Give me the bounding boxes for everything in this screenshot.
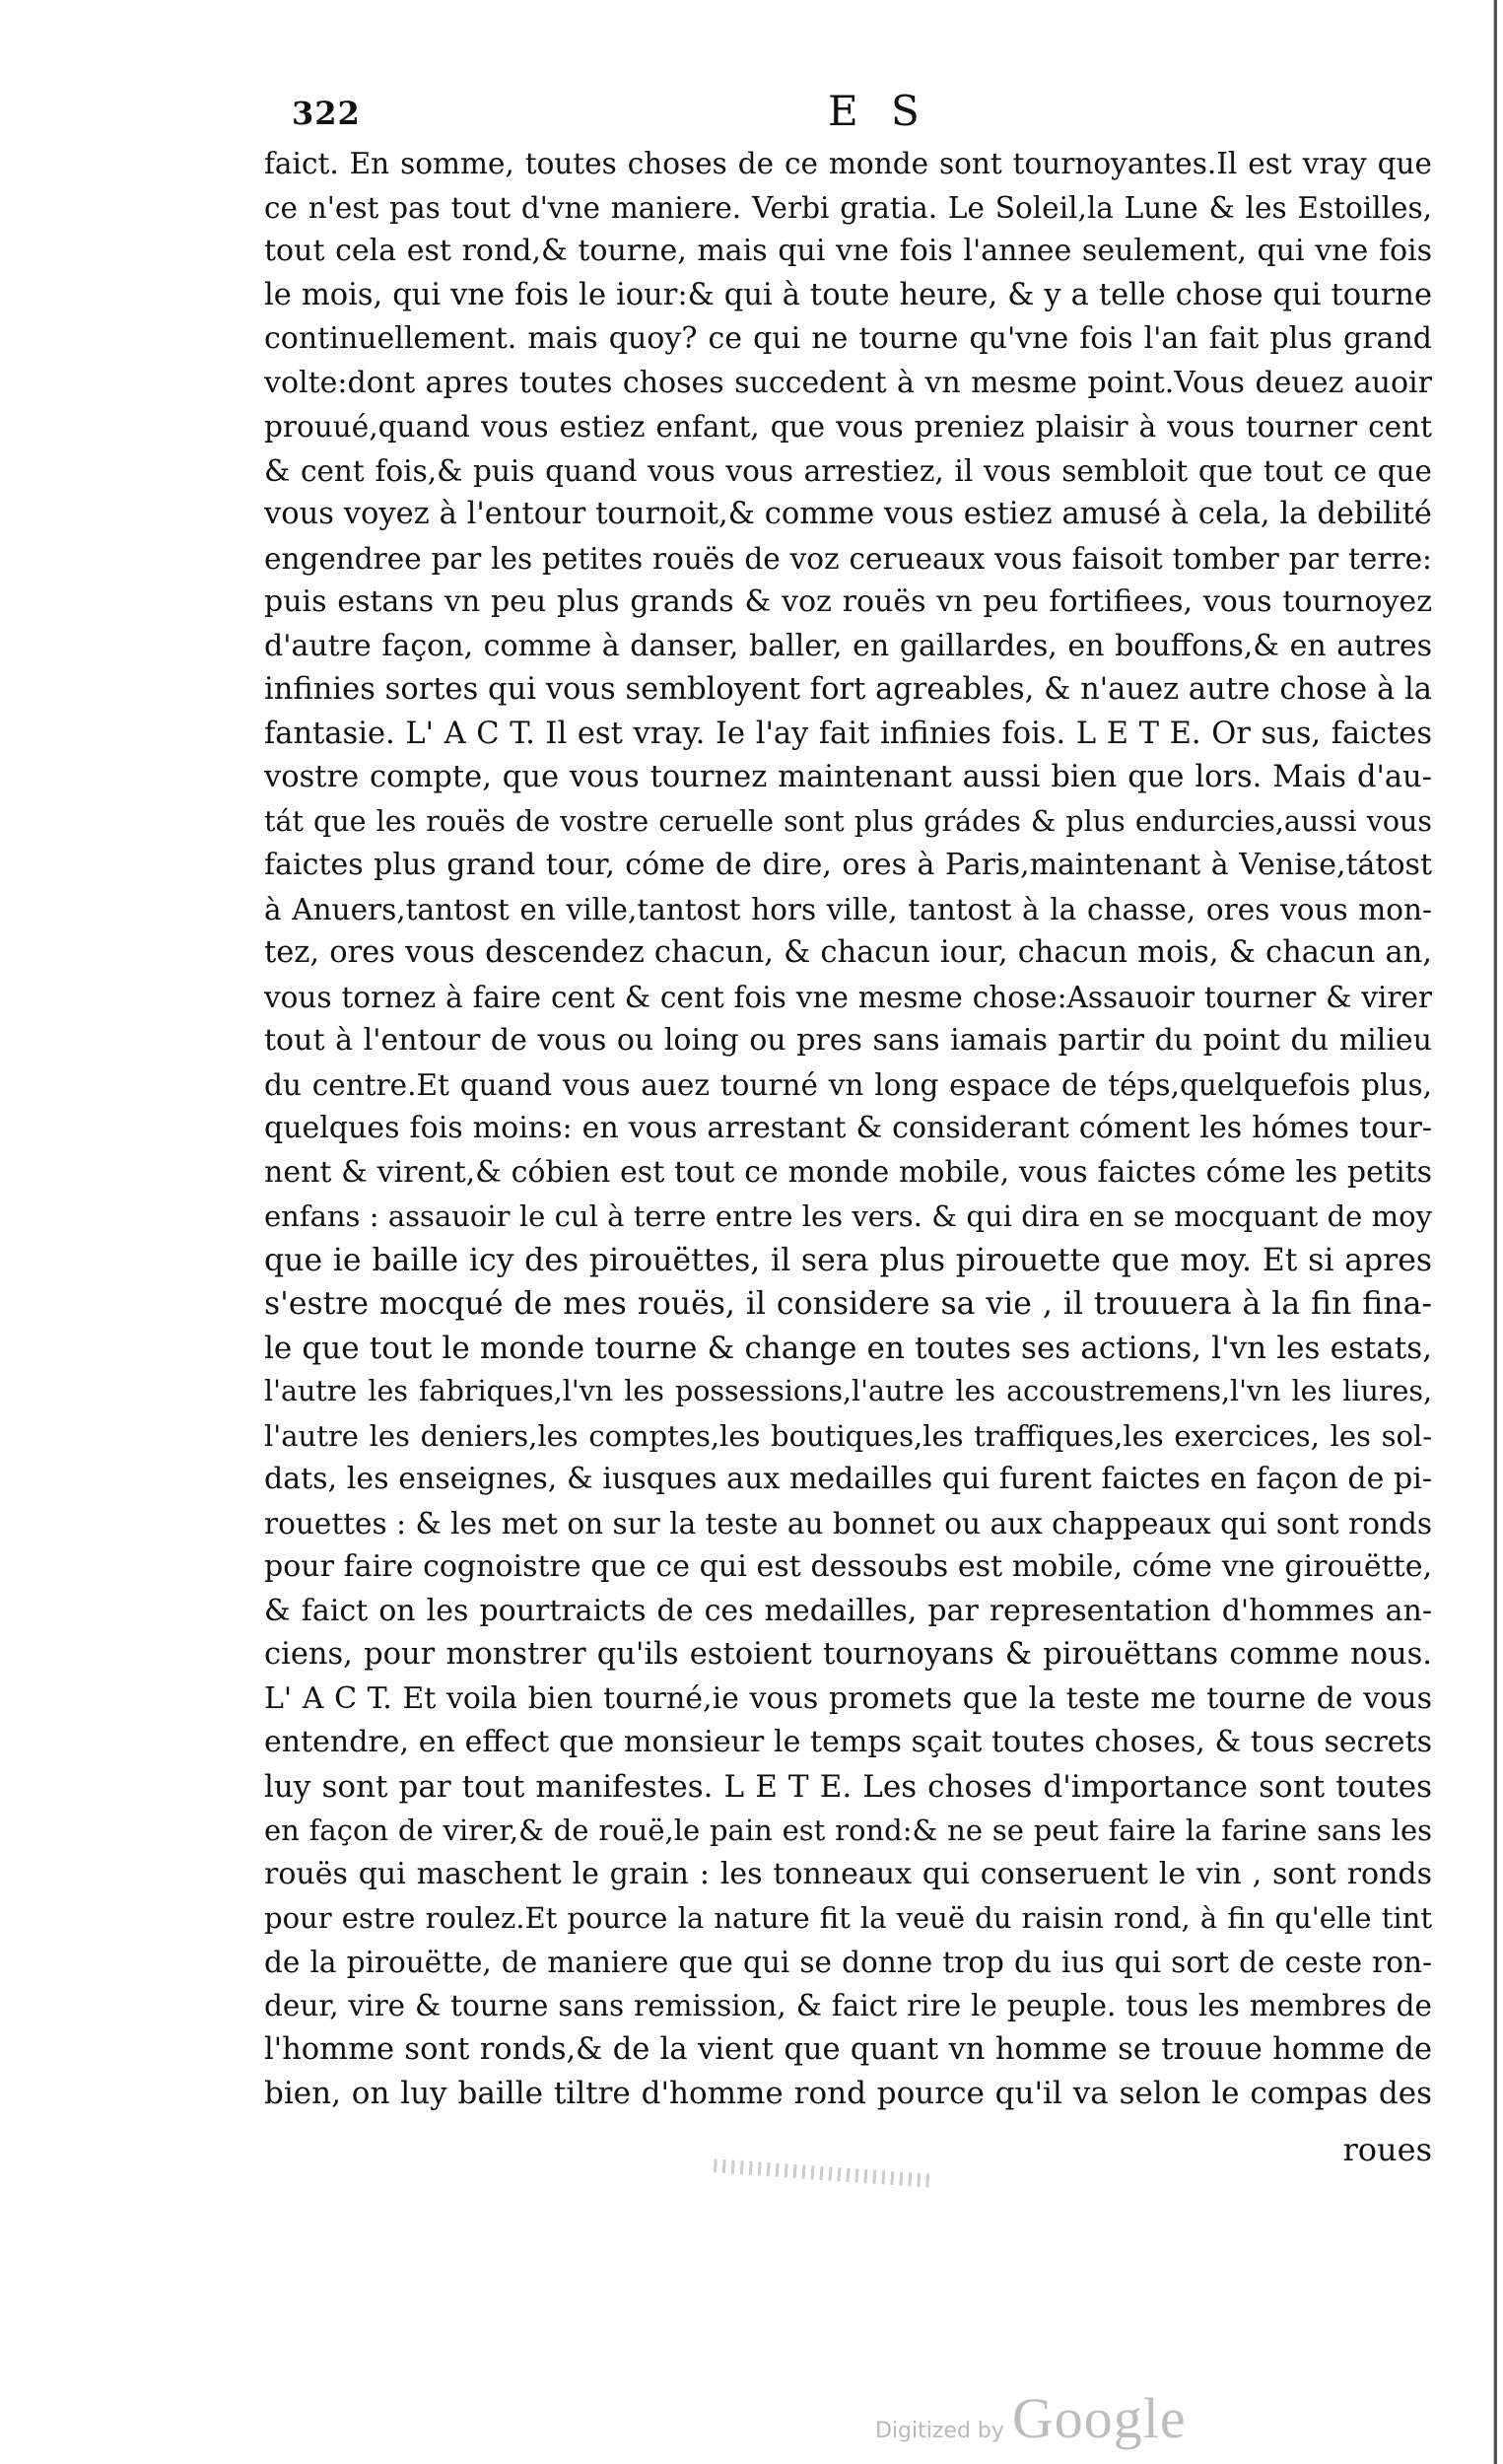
text-line: l'homme sont ronds,& de la vient que quant vn homme se trouue homme de bbox=[264, 2031, 1432, 2067]
text-line: & cent fois,& puis quand vous vous arrestiez, il vous sembloit que tout ce que bbox=[264, 453, 1432, 488]
text-line: ce n'est pas tout d'vne maniere. Verbi gratia. Le Soleil,la Lune & les Estoilles, bbox=[264, 190, 1432, 225]
text-line: L' A C T. Et voila bien tourné,ie vous promets que la teste me tourne de vous bbox=[264, 1680, 1432, 1716]
watermark-prefix: Digitized by bbox=[875, 2419, 1004, 2443]
text-line: que ie baille icy des pirouëttes, il sera plus pirouette que moy. Et si apres bbox=[264, 1242, 1432, 1278]
page-number: 322 bbox=[292, 95, 361, 132]
text-line: l'autre les deniers,les comptes,les boutiques,les traffiques,les exercices, les sol- bbox=[264, 1418, 1432, 1453]
binding-edge-shadow bbox=[1493, 0, 1497, 2464]
text-line: l'autre les fabriques,l'vn les possessions,l'autre les accoustremens,l'vn les liures, bbox=[264, 1375, 1432, 1407]
text-line: bien, on luy baille tiltre d'homme rond pource qu'il va selon le compas des bbox=[264, 2076, 1432, 2111]
text-line: continuellement. mais quoy? ce qui ne tourne qu'vne fois l'an fait plus grand bbox=[264, 321, 1432, 356]
text-line: rouettes : & les met on sur la teste au bonnet ou aux chappeaux qui sont ronds bbox=[264, 1506, 1432, 1540]
text-line: puis estans vn peu plus grands & voz rouës vn peu fortifiees, vous tournoyez bbox=[264, 584, 1432, 619]
text-line: vous tornez à faire cent & cent fois vne mesme chose:Assauoir tourner & virer bbox=[264, 980, 1432, 1014]
text-line: fantasie. L' A C T. Il est vray. Ie l'ay fait infinies fois. L E T E. Or sus, faictes bbox=[264, 716, 1432, 751]
body-text bbox=[264, 142, 1432, 2116]
text-line: pour estre roulez.Et pource la nature fit la veuë du raisin rond, à fin qu'elle tint bbox=[264, 1901, 1432, 1935]
digitization-watermark bbox=[875, 2385, 1187, 2451]
text-line: tát que les rouës de vostre ceruelle sont plus grádes & plus endurcies,aussi vous bbox=[264, 804, 1432, 838]
text-line: s'estre mocqué de mes rouës, il considere sa vie , il trouuera à la fin fina- bbox=[264, 1286, 1432, 1322]
text-line: deur, vire & tourne sans remission, & faict rire le peuple. tous les membres de bbox=[264, 1989, 1432, 2022]
text-line: ciens, pour monstrer qu'ils estoient tournoyans & pirouëttans comme nous. bbox=[264, 1637, 1432, 1672]
text-line: infinies sortes qui vous sembloyent fort agreables, & n'auez autre chose à la bbox=[264, 672, 1432, 707]
text-line: dats, les enseignes, & iusques aux medailles qui furent faictes en façon de pi- bbox=[264, 1462, 1432, 1496]
text-line: faictes plus grand tour, cóme de dire, ores à Paris,maintenant à Venise,tátost bbox=[264, 848, 1432, 882]
text-line: tout à l'entour de vous ou loing ou pres sans iamais partir du point du milieu bbox=[264, 1023, 1432, 1058]
text-line: vostre compte, que vous tournez maintenant aussi bien que lors. Mais d'au- bbox=[264, 760, 1432, 794]
text-line: tez, ores vous descendez chacun, & chacun iour, chacun mois, & chacun an, bbox=[264, 935, 1432, 970]
text-line: rouës qui maschent le grain : les tonneaux qui conseruent le vin , sont ronds bbox=[264, 1856, 1432, 1891]
text-line: quelques fois moins: en vous arrestant & considerant cóment les hómes tour- bbox=[264, 1111, 1432, 1145]
text-line: de la pirouëtte, de maniere que qui se donne trop du ius qui sort de ceste ron- bbox=[264, 1945, 1432, 1979]
running-head: E S bbox=[828, 87, 929, 135]
text-line: faict. En somme, toutes choses de ce monde sont tournoyantes.Il est vray que bbox=[264, 147, 1432, 180]
text-line: le que tout le monde tourne & change en toutes ses actions, l'vn les estats, bbox=[264, 1330, 1432, 1366]
watermark-logo: Google bbox=[1011, 2386, 1187, 2450]
text-line: le mois, qui vne fois le iour:& qui à toute heure, & y a telle chose qui tourne bbox=[264, 277, 1432, 312]
text-line: tout cela est rond,& tourne, mais qui vne fois l'annee seulement, qui vne fois bbox=[264, 234, 1432, 268]
text-line: entendre, en effect que monsieur le temps sçait toutes choses, & tous secrets bbox=[264, 1725, 1432, 1759]
text-line: nent & virent,& cóbien est tout ce monde mobile, vous faictes cóme les petits bbox=[264, 1154, 1432, 1190]
text-line: à Anuers,tantost en ville,tantost hors ville, tantost à la chasse, ores vous mon- bbox=[264, 892, 1432, 926]
text-line: engendree par les petites rouës de voz cerueaux vous faisoit tomber par terre: bbox=[264, 541, 1432, 576]
text-line: en façon de virer,& de rouë,le pain est rond:& ne se peut faire la farine sans les bbox=[264, 1814, 1432, 1847]
catchword: roues bbox=[1342, 2131, 1432, 2168]
text-line: du centre.Et quand vous auez tourné vn long espace de téps,quelquefois plus, bbox=[264, 1067, 1432, 1102]
text-line: enfans : assauoir le cul à terre entre les vers. & qui dira en se mocquant de moy bbox=[264, 1199, 1432, 1233]
ink-bleed-mark bbox=[714, 2158, 930, 2187]
text-line: vous voyez à l'entour tournoit,& comme vous estiez amusé à cela, la debilité bbox=[264, 497, 1432, 531]
text-line: d'autre façon, comme à danser, baller, en gaillardes, en bouffons,& en autres bbox=[264, 628, 1432, 663]
text-line: & faict on les pourtraicts de ces medailles, par representation d'hommes an- bbox=[264, 1593, 1432, 1628]
text-line: volte:dont apres toutes choses succedent à vn mesme point.Vous deuez auoir bbox=[264, 365, 1432, 400]
text-line: luy sont par tout manifestes. L E T E. Les choses d'importance sont toutes bbox=[264, 1768, 1432, 1805]
text-line: prouué,quand vous estiez enfant, que vous preniez plaisir à vous tourner cent bbox=[264, 410, 1432, 444]
text-line: pour faire cognoistre que ce qui est dessoubs est mobile, cóme vne girouëtte, bbox=[264, 1549, 1432, 1584]
